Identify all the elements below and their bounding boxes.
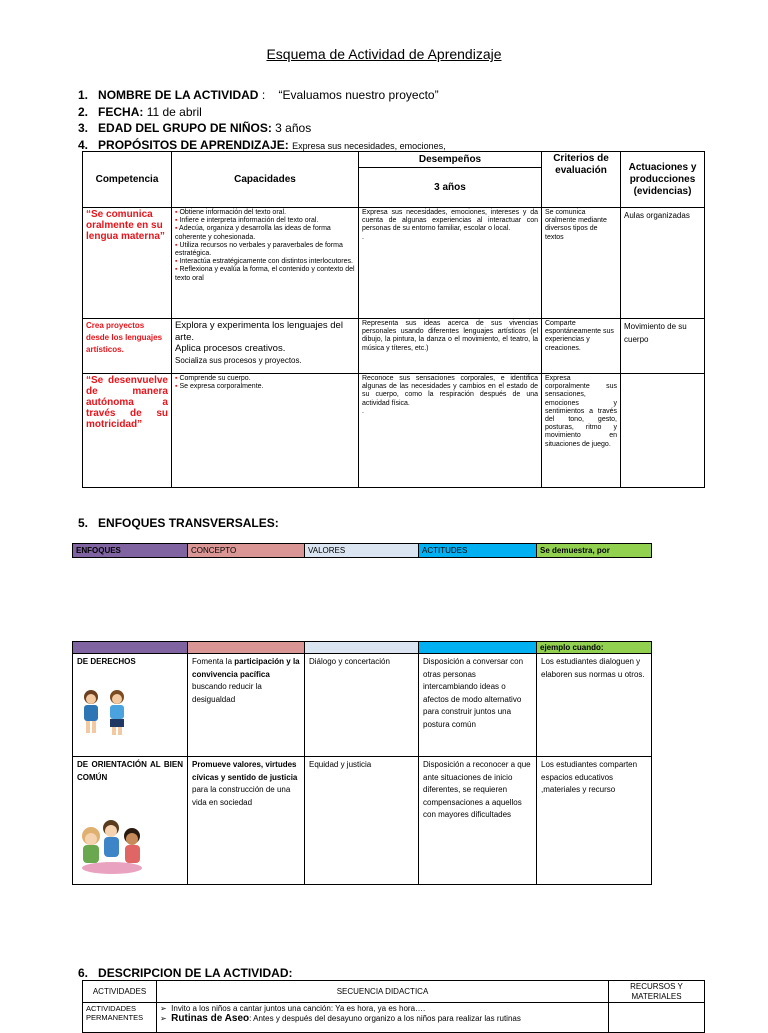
color-bar-pink	[188, 642, 305, 654]
secuencia-cell: ➢ Invito a los niños a cantar juntos una canción: Ya es hora, ya es hora…. ➢ Rutinas de Aseo: Antes y después del desayuno organizo a los niños para realizar las rutinas	[157, 1003, 609, 1033]
section-date: 2. FECHA: 11 de abril	[78, 105, 202, 119]
purposes-table	[82, 151, 705, 488]
table-row	[83, 208, 705, 319]
header-concepto: CONCEPTO	[188, 544, 305, 558]
activity-table	[82, 980, 705, 1033]
header-enfoques: ENFOQUES	[73, 544, 188, 558]
color-bar-purple	[73, 642, 188, 654]
header-recursos: RECURSOS Y MATERIALES	[609, 981, 705, 1003]
section-purposes: 4. PROPÓSITOS DE APRENDIZAJE: Expresa sus necesidades, emociones,	[78, 138, 446, 152]
capacidades-cell: ▪ Comprende su cuerpo. ▪ Se expresa corporalmente.	[172, 374, 359, 488]
actitudes-cell: Disposición a reconocer a que ante situaciones de inicio diferentes, se requieren compensaciones a aquellos con mayores dificultades	[419, 757, 537, 885]
capacidades-cell: ▪ Obtiene información del texto oral. ▪ Infiere e interpreta información del texto oral. ▪ Adecúa, organiza y desarrolla las ideas de forma coherente y cohesionada. ▪ Utiliza recursos no verbales y paraverbales de forma estratégica. ▪ Interactúa estratégicamente con distintos interlocutores. ▪ Reflexiona y evalúa la forma, el contenido y contexto del texto oral	[172, 208, 359, 319]
arrow-bullet-icon: ➢	[160, 1013, 167, 1023]
header-criterios: Criterios de evaluación	[542, 152, 621, 208]
recursos-cell	[609, 1003, 705, 1033]
children-group-illustration	[77, 814, 147, 876]
page-title: Esquema de Actividad de Aprendizaje	[266, 46, 502, 62]
arrow-bullet-icon: ➢	[160, 1004, 167, 1013]
header-valores: VALORES	[305, 544, 419, 558]
criterios-cell: Comparte espontáneamente sus experiencias y creaciones.	[542, 319, 621, 374]
header-desempenos: Desempeños	[359, 152, 542, 168]
actitudes-cell: Disposición a conversar con otras personas intercambiando ideas o afectos de modo alternativo para construir juntos una postura común	[419, 654, 537, 757]
color-bar-cyan	[419, 642, 537, 654]
ejemplo-cell: Los estudiantes dialoguen y elaboren sus normas u otros.	[537, 654, 652, 757]
actividades-cell: ACTIVIDADES PERMANENTES	[83, 1003, 157, 1033]
enfoques-header-table	[72, 543, 652, 558]
enfoque-cell: DE DERECHOS	[73, 654, 188, 757]
header-edad: 3 años	[359, 168, 542, 208]
table-row	[83, 374, 705, 488]
ejemplo-cell: Los estudiantes comparten espacios educativos ,materiales y recurso	[537, 757, 652, 885]
header-capacidades: Capacidades	[172, 152, 359, 208]
header-se-demuestra: Se demuestra, por	[537, 544, 652, 558]
valores-cell: Diálogo y concertación	[305, 654, 419, 757]
header-competencia: Competencia	[83, 152, 172, 208]
ejemplo-cuando-label: ejemplo cuando:	[537, 642, 652, 654]
capacidades-cell: Explora y experimenta los lenguajes del arte. Aplica procesos creativos. Socializa sus procesos y proyectos.	[172, 319, 359, 374]
competencia-cell: “Se comunica oralmente en su lengua materna”	[83, 208, 172, 319]
desempenos-cell: Expresa sus necesidades, emociones, intereses y da cuenta de algunas experiencias al interactuar con personas de su entorno familiar, escolar o local. .	[359, 208, 542, 319]
header-actitudes: ACTITUDES	[419, 544, 537, 558]
section-descripcion: 6. DESCRIPCION DE LA ACTIVIDAD:	[78, 966, 293, 980]
actuaciones-cell: Aulas organizadas	[621, 208, 705, 319]
desempenos-cell: Representa sus ideas acerca de sus vivencias personales usando diferentes lenguajes artísticos (el dibujo, la pintura, la danza o el movimiento, el teatro, la música y títeres, etc.)	[359, 319, 542, 374]
section-activity-name: 1. NOMBRE DE LA ACTIVIDAD : “Evaluamos nuestro proyecto”	[78, 88, 439, 102]
actuaciones-cell	[621, 374, 705, 488]
actuaciones-cell: Movimiento de su cuerpo	[621, 319, 705, 374]
children-illustration	[77, 687, 137, 739]
section-enfoques: 5. ENFOQUES TRANSVERSALES:	[78, 516, 279, 530]
valores-cell: Equidad y justicia	[305, 757, 419, 885]
table-row	[83, 1003, 705, 1033]
header-actividades: ACTIVIDADES	[83, 981, 157, 1003]
enfoques-table	[72, 641, 652, 885]
criterios-cell: Expresa corporalmente sus sensaciones, emociones y sentimientos a través del tono, gesto, posturas, ritmo y movimiento en situaciones de juego.	[542, 374, 621, 488]
competencia-cell: “Se desenvuelve de manera autónoma a través de su motricidad”	[83, 374, 172, 488]
table-row	[73, 654, 652, 757]
enfoque-cell: DE ORIENTACIÓN AL BIEN COMÚN	[73, 757, 188, 885]
header-actuaciones: Actuaciones y producciones (evidencias)	[621, 152, 705, 208]
criterios-cell: Se comunica oralmente mediante diversos tipos de textos	[542, 208, 621, 319]
desempenos-cell: Reconoce sus sensaciones corporales, e identifica algunas de las necesidades y cambios en el estado de su cuerpo, como la respiración después de una actividad física. .	[359, 374, 542, 488]
competencia-cell: Crea proyectos desde los lenguajes artísticos.	[83, 319, 172, 374]
concepto-cell: Promueve valores, virtudes cívicas y sentido de justicia para la construcción de una vida en sociedad	[188, 757, 305, 885]
section-age: 3. EDAD DEL GRUPO DE NIÑOS: 3 años	[78, 121, 312, 135]
concepto-cell: Fomenta la participación y la convivencia pacífica buscando reducir la desigualdad	[188, 654, 305, 757]
color-bar-light-blue	[305, 642, 419, 654]
table-row	[83, 319, 705, 374]
header-secuencia: SECUENCIA DIDACTICA	[157, 981, 609, 1003]
table-row	[73, 757, 652, 885]
